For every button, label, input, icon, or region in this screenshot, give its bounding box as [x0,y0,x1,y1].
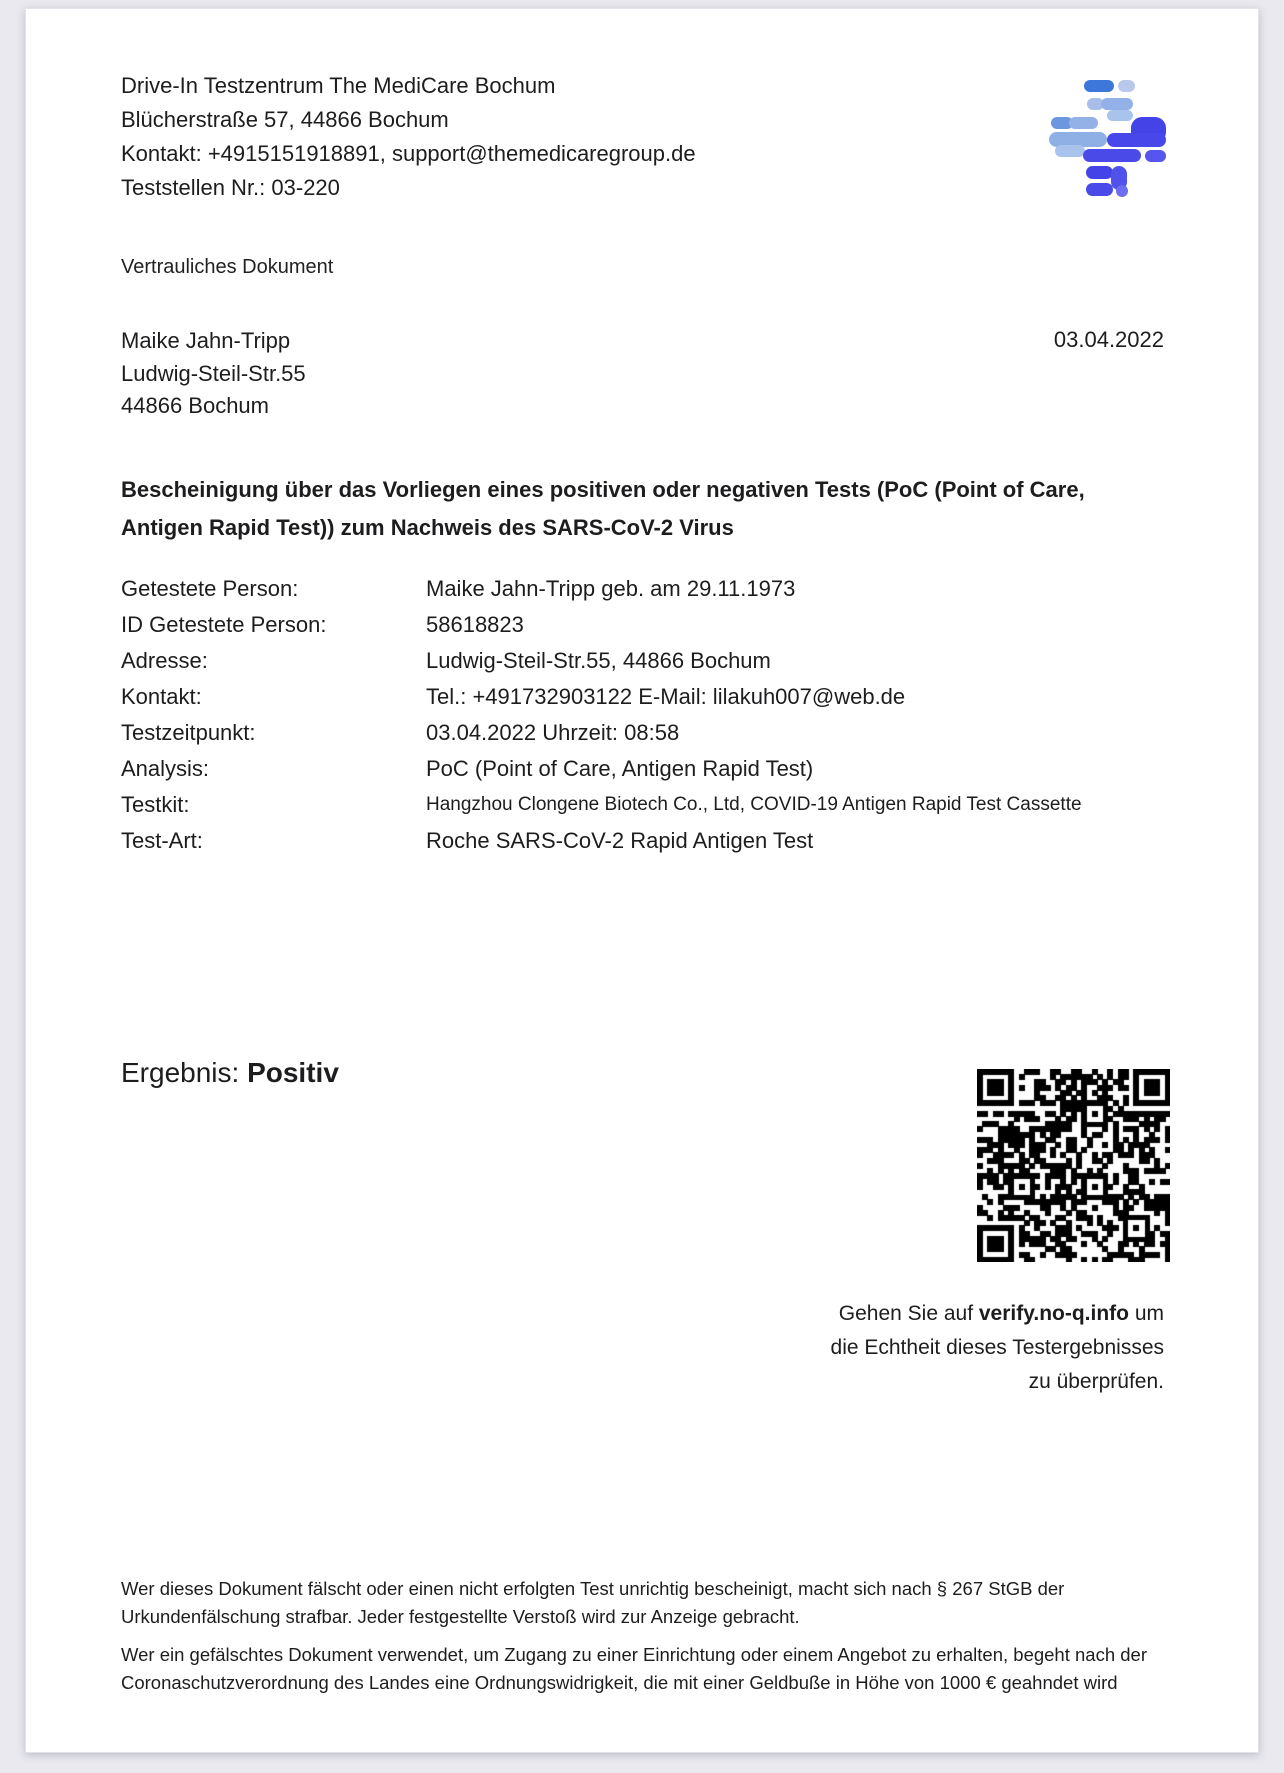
letterhead-line-address: Blücherstraße 57, 44866 Bochum [121,107,449,132]
detail-label: Kontakt: [121,684,202,709]
legal-notice [121,1575,1167,1707]
detail-value: Ludwig-Steil-Str.55, 44866 Bochum [426,648,771,673]
certificate-date: 03.04.2022 [1053,327,1164,352]
table-row [121,607,1167,643]
detail-label: Adresse: [121,648,208,673]
letterhead-line-center: Drive-In Testzentrum The MediCare Bochum [121,73,556,98]
result-value: Positiv [247,1057,339,1088]
qr-code [977,1069,1170,1262]
confidential-label: Vertrauliches Dokument [121,256,334,278]
table-row [121,715,1167,751]
legal-paragraph-1: Wer dieses Dokument fälscht oder einen nicht erfolgten Test unrichtig bescheinigt, macht sich nach § 267 StGB der Urkundenfälschung strafbar. Jeder festgestellte Verstoß wird zur Anzeige gebracht. [121,1578,1065,1627]
verify-prefix: Gehen Sie auf [838,1302,979,1325]
verify-line-2: die Echtheit dieses Testergebnisses [830,1336,1164,1359]
verify-line-1 [704,1297,1164,1331]
test-result [121,1057,339,1089]
recipient-name: Maike Jahn-Tripp [121,328,291,353]
certificate-page [25,8,1259,1753]
table-row [121,751,1167,787]
detail-label: Testkit: [121,792,190,817]
detail-value: Roche SARS-CoV-2 Rapid Antigen Test [426,828,814,853]
detail-value: 03.04.2022 Uhrzeit: 08:58 [426,720,680,745]
detail-label: Testzeitpunkt: [121,720,256,745]
detail-value: Maike Jahn-Tripp geb. am 29.11.1973 [426,576,796,601]
detail-value: Tel.: +491732903122 E-Mail: lilakuh007@web.de [426,684,906,709]
table-row [121,823,1167,859]
table-row [121,643,1167,679]
verify-domain: verify.no-q.info [978,1302,1129,1325]
recipient-street: Ludwig-Steil-Str.55 [121,360,306,386]
verify-suffix: um [1128,1302,1164,1325]
recipient-city: 44866 Bochum [121,393,269,418]
certificate-title: Bescheinigung über das Vorliegen eines positiven oder negativen Tests (PoC (Point of Care, Antigen Rapid Test)) zum Nachweis des SARS-CoV-2 Virus [121,477,1085,540]
legal-paragraph-2: Wer ein gefälschtes Dokument verwendet, um Zugang zu einer Einrichtung oder einem Angebot zu erhalten, begeht nach der Coronaschutzverordnung des Landes eine Ordnungswidrigkeit, die mit einer Geldbuße in Höhe von 1000 € geahndet wird [121,1644,1148,1693]
result-label: Ergebnis: [121,1057,248,1088]
letterhead-line-contact: Kontakt: +4915151918891, support@themedicaregroup.de [121,141,696,166]
letterhead [121,69,696,205]
verify-caption [704,1297,1164,1399]
detail-label: Getestete Person: [121,576,299,601]
detail-label: ID Getestete Person: [121,612,327,637]
detail-label: Analysis: [121,756,210,781]
table-row [121,787,1167,823]
test-details-table [121,571,1167,859]
medicare-logo-icon [1049,79,1167,197]
letterhead-line-station: Teststellen Nr.: 03-220 [121,175,340,200]
detail-value: Hangzhou Clongene Biotech Co., Ltd, COVID-19 Antigen Rapid Test Cassette [426,794,1082,815]
table-row [121,571,1167,607]
detail-label: Test-Art: [121,828,203,853]
detail-value: 58618823 [426,612,524,637]
table-row [121,679,1167,715]
verify-line-3: zu überprüfen. [1028,1370,1164,1393]
recipient-address [121,325,306,423]
detail-value: PoC (Point of Care, Antigen Rapid Test) [426,756,814,781]
